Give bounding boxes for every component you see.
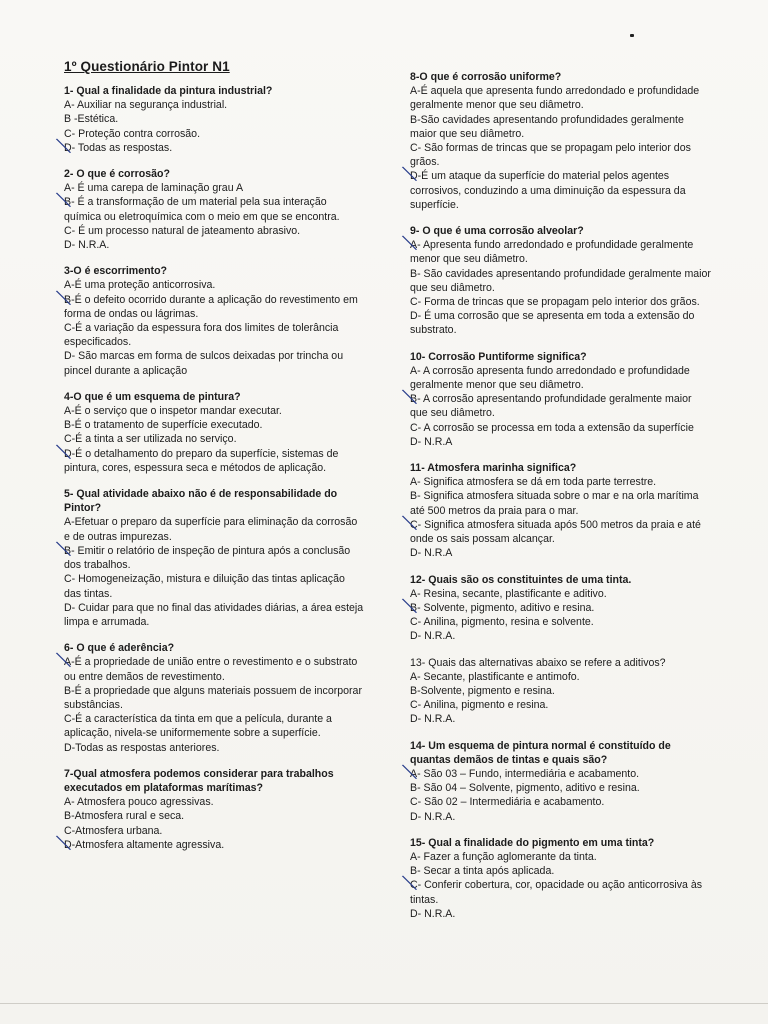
- answer-option: [64, 515, 364, 543]
- answer-option-text: B-São cavidades apresentando profundidades geralmente maior que seu diâmetro.: [410, 113, 684, 140]
- question-block: [56, 641, 364, 755]
- answer-option: [410, 587, 712, 601]
- answer-option-text: B- São cavidades apresentando profundidade geralmente maior que seu diâmetro.: [410, 267, 711, 294]
- question-block: [56, 84, 364, 156]
- pen-check-mark-icon: ╲: [402, 387, 417, 408]
- answer-option-text: A- Significa atmosfera se dá em toda parte terrestre.: [410, 476, 657, 489]
- answer-option: [410, 684, 712, 698]
- answer-option: [402, 233, 712, 266]
- question-text: 2- O que é corrosão?: [64, 168, 170, 181]
- answer-option: [56, 650, 364, 683]
- answer-option: [64, 684, 364, 712]
- answer-option-text: D-Todas as respostas anteriores.: [64, 741, 220, 754]
- answer-option: [410, 295, 712, 309]
- pen-check-mark-icon: ╲: [56, 135, 71, 156]
- answer-option: [402, 387, 712, 420]
- answer-option-text: B- A corrosão apresentando profundidade geralmente maior que seu diâmetro.: [410, 393, 692, 420]
- answer-option: [64, 112, 364, 126]
- pen-check-mark-icon: ╲: [56, 538, 71, 559]
- answer-option: [410, 781, 712, 795]
- answer-option: [410, 629, 712, 643]
- answer-option: [410, 670, 712, 684]
- answer-option: [402, 595, 712, 616]
- right-column: [402, 70, 712, 933]
- answer-option: [410, 850, 712, 864]
- question-text: 6- O que é aderência?: [64, 642, 175, 655]
- pen-check-mark-icon: ╲: [56, 650, 71, 671]
- answer-option-text: A- Auxiliar na segurança industrial.: [64, 99, 228, 112]
- answer-option-text: D- N.R.A: [410, 547, 453, 560]
- answer-option-text: C-É a variação da espessura fora dos limites de tolerância especificados.: [64, 322, 339, 349]
- answer-option-text: A- É uma carepa de laminação grau A: [64, 182, 244, 195]
- answer-option-text: A-É o serviço que o inspetor mandar executar.: [64, 405, 282, 418]
- answer-option-text: A- Atmosfera pouco agressivas.: [64, 796, 214, 809]
- answer-option: [410, 489, 712, 517]
- answer-option: [410, 712, 712, 726]
- question-text: 15- Qual a finalidade do pigmento em uma tinta?: [410, 836, 655, 849]
- answer-option-text: B- É a transformação de um material pela sua interação química ou eletroquímica com o meio em que se encontra.: [64, 196, 340, 223]
- answer-option-text: A-Efetuar o preparo da superfície para eliminação da corrosão e de outras impurezas.: [64, 516, 358, 543]
- answer-option: [56, 287, 364, 321]
- answer-option-text: D- N.R.A.: [410, 713, 456, 726]
- answer-option: [56, 135, 364, 156]
- question-block: [56, 390, 364, 475]
- answer-option: [410, 810, 712, 824]
- answer-option: [64, 824, 364, 838]
- answer-option-text: B-É o tratamento de superfície executado.: [64, 419, 263, 432]
- answer-option: [64, 601, 364, 629]
- answer-option: [410, 435, 712, 449]
- answer-option-text: C-É a característica da tinta em que a película, durante a aplicação, nivela-se uniformemente sobre a superfície.: [64, 713, 332, 740]
- answer-option-text: A- São 03 – Fundo, intermediária e acabamento.: [410, 767, 640, 780]
- answer-option-text: D- Todas as respostas.: [64, 141, 173, 154]
- question-block: [402, 350, 712, 449]
- answer-option-text: C- São 02 – Intermediária e acabamento.: [410, 796, 605, 809]
- answer-option: [410, 475, 712, 489]
- question-block: [56, 767, 364, 853]
- answer-option-text: A- Fazer a função aglomerante da tinta.: [410, 850, 597, 863]
- question-text: 10- Corrosão Puntiforme significa?: [410, 350, 587, 363]
- pen-check-mark-icon: ╲: [402, 873, 417, 894]
- answer-option-text: D- N.R.A.: [410, 907, 456, 920]
- answer-option: [64, 238, 364, 252]
- question-block: [56, 167, 364, 252]
- answer-option-text: B-É a propriedade que alguns materiais possuem de incorporar substâncias.: [64, 684, 362, 711]
- question-block: [402, 70, 712, 212]
- question-block: [402, 461, 712, 560]
- question-text: 5- Qual atividade abaixo não é de responsabilidade do Pintor?: [64, 488, 338, 515]
- answer-option-text: B-Solvente, pigmento e resina.: [410, 684, 555, 697]
- answer-option-text: B- São 04 – Solvente, pigmento, aditivo e resina.: [410, 782, 640, 795]
- question-text: 11- Atmosfera marinha significa?: [410, 462, 577, 475]
- answer-option-text: B- Emitir o relatório de inspeção de pintura após a conclusão dos trabalhos.: [64, 544, 351, 572]
- pen-check-mark-icon: ╲: [402, 595, 417, 616]
- answer-option-text: C-É a tinta a ser utilizada no serviço.: [64, 433, 237, 446]
- pen-check-mark-icon: ╲: [402, 512, 417, 533]
- question-text: 12- Quais são os constituintes de uma tinta.: [410, 573, 632, 586]
- answer-option: [410, 698, 712, 712]
- question-block: [402, 573, 712, 644]
- answer-option-text: D- N.R.A.: [410, 630, 456, 643]
- answer-option: [410, 267, 712, 295]
- answer-option-text: B-É o defeito ocorrido durante a aplicação do revestimento em forma de ondas ou lágrimas.: [64, 293, 358, 320]
- question-block: [56, 264, 364, 378]
- answer-option: [402, 761, 712, 782]
- answer-option: [410, 141, 712, 169]
- answer-option: [402, 873, 712, 906]
- answer-option-text: C- É um processo natural de jateamento abrasivo.: [64, 224, 301, 237]
- question-block: [402, 836, 712, 921]
- answer-option-text: B -Estética.: [64, 113, 119, 126]
- question-text: 3-O é escorrimento?: [64, 265, 168, 278]
- answer-option-text: A- Apresenta fundo arredondado e profundidade geralmente menor que seu diâmetro.: [410, 239, 694, 266]
- answer-option: [56, 441, 364, 475]
- answer-option: [410, 113, 712, 141]
- answer-option-text: D- N.R.A: [410, 435, 453, 448]
- answer-option-text: C- São formas de trincas que se propagam pelo interior dos grãos.: [410, 142, 691, 169]
- question-text: 8-O que é corrosão uniforme?: [410, 71, 562, 83]
- answer-option: [64, 127, 364, 141]
- answer-option: [64, 181, 364, 195]
- answer-option-text: A-É a propriedade de união entre o revestimento e o substrato ou entre demãos de revestimento.: [64, 656, 358, 683]
- left-column: [56, 84, 364, 864]
- answer-option-text: D- N.R.A.: [410, 810, 456, 823]
- answer-option-text: D-É um ataque da superfície do material pelos agentes corrosivos, conduzindo a uma diminuição da espessura da superfície.: [410, 170, 686, 211]
- answer-option-text: C- Anilina, pigmento e resina.: [410, 699, 549, 712]
- question-text: 7-Qual atmosfera podemos considerar para trabalhos executados em plataformas marítimas?: [64, 767, 334, 794]
- question-block: [410, 656, 712, 727]
- answer-option: [56, 538, 364, 572]
- answer-option: [410, 84, 712, 112]
- answer-option-text: D- Cuidar para que no final das atividades diárias, a área esteja limpa e arrumada.: [64, 601, 364, 628]
- ink-speck: [630, 34, 634, 37]
- question-block: [56, 487, 364, 629]
- pen-check-mark-icon: ╲: [56, 832, 71, 853]
- answer-option-text: A- A corrosão apresenta fundo arredondado e profundidade geralmente menor que seu diâmetro.: [410, 364, 690, 392]
- pen-check-mark-icon: ╲: [402, 233, 417, 254]
- answer-option-text: A-É uma proteção anticorrosiva.: [64, 279, 216, 292]
- answer-option: [56, 832, 364, 853]
- answer-option: [64, 349, 364, 377]
- answer-option: [64, 712, 364, 740]
- answer-option: [64, 809, 364, 823]
- answer-option-text: C- Conferir cobertura, cor, opacidade ou ação anticorrosiva às tintas.: [410, 879, 703, 906]
- answer-option-text: C- Anilina, pigmento, resina e solvente.: [410, 616, 594, 629]
- answer-option-text: D- N.R.A.: [64, 239, 110, 252]
- page-title: 1º Questionário Pintor N1: [64, 59, 230, 74]
- question-text: 9- O que é uma corrosão alveolar?: [410, 225, 584, 238]
- answer-option-text: B- Solvente, pigmento, aditivo e resina.: [410, 601, 595, 614]
- answer-option: [64, 418, 364, 432]
- answer-option: [402, 164, 712, 212]
- answer-option-text: B- Significa atmosfera situada sobre o mar e na orla marítima até 500 metros da praia para o mar.: [410, 490, 699, 517]
- pen-check-mark-icon: ╲: [56, 190, 71, 211]
- answer-option: [410, 864, 712, 878]
- answer-option: [64, 741, 364, 755]
- answer-option: [64, 432, 364, 446]
- answer-option-text: D-É o detalhamento do preparo da superfície, sistemas de pintura, cores, espessura seca e métodos de aplicação.: [64, 447, 339, 474]
- answer-option-text: B-Atmosfera rural e seca.: [64, 810, 185, 823]
- answer-option-text: C- Homogeneização, mistura e diluição das tintas aplicação das tintas.: [64, 573, 345, 600]
- page-bottom-divider: [0, 1003, 768, 1004]
- answer-option: [402, 512, 712, 546]
- answer-option: [64, 278, 364, 292]
- question-block: [402, 739, 712, 824]
- answer-option: [410, 364, 712, 392]
- answer-option-text: B- Secar a tinta após aplicada.: [410, 865, 555, 878]
- answer-option-text: A- Secante, plastificante e antimofo.: [410, 670, 580, 683]
- answer-option: [64, 321, 364, 349]
- answer-option-text: D-Atmosfera altamente agressiva.: [64, 838, 225, 851]
- question-text: 14- Um esquema de pintura normal é constituído de quantas demãos de tintas e quais são?: [410, 739, 671, 766]
- pen-check-mark-icon: ╲: [402, 164, 417, 185]
- answer-option-text: C-Atmosfera urbana.: [64, 824, 163, 837]
- answer-option-text: C- Significa atmosfera situada após 500 metros da praia e até onde os sais possam alcançar.: [410, 518, 701, 546]
- answer-option: [64, 404, 364, 418]
- question-block: [402, 224, 712, 338]
- answer-option: [410, 795, 712, 809]
- question-text: 1- Qual a finalidade da pintura industrial?: [64, 85, 273, 97]
- answer-option: [64, 795, 364, 809]
- answer-option-text: D- São marcas em forma de sulcos deixadas por trincha ou pincel durante a aplicação: [64, 350, 344, 377]
- answer-option-text: C- Forma de trincas que se propagam pelo interior dos grãos.: [410, 296, 700, 309]
- answer-option-text: A- Resina, secante, plastificante e aditivo.: [410, 587, 607, 600]
- answer-option: [56, 190, 364, 223]
- answer-option-text: D- É uma corrosão que se apresenta em toda a extensão do substrato.: [410, 310, 695, 337]
- answer-option: [410, 421, 712, 435]
- question-text: 4-O que é um esquema de pintura?: [64, 390, 241, 403]
- answer-option: [64, 98, 364, 112]
- answer-option-text: A-É aquela que apresenta fundo arredondado e profundidade geralmente menor que seu diâmetro.: [410, 85, 700, 112]
- pen-check-mark-icon: ╲: [56, 441, 71, 462]
- answer-option: [64, 224, 364, 238]
- pen-check-mark-icon: ╲: [402, 761, 417, 782]
- answer-option: [410, 309, 712, 337]
- answer-option-text: C- Proteção contra corrosão.: [64, 127, 201, 140]
- answer-option: [410, 615, 712, 629]
- answer-option: [64, 572, 364, 600]
- pen-check-mark-icon: ╲: [56, 287, 71, 308]
- answer-option: [410, 546, 712, 560]
- answer-option-text: C- A corrosão se processa em toda a extensão da superfície: [410, 421, 694, 434]
- question-text: 13- Quais das alternativas abaixo se refere a aditivos?: [410, 656, 666, 669]
- answer-option: [410, 907, 712, 921]
